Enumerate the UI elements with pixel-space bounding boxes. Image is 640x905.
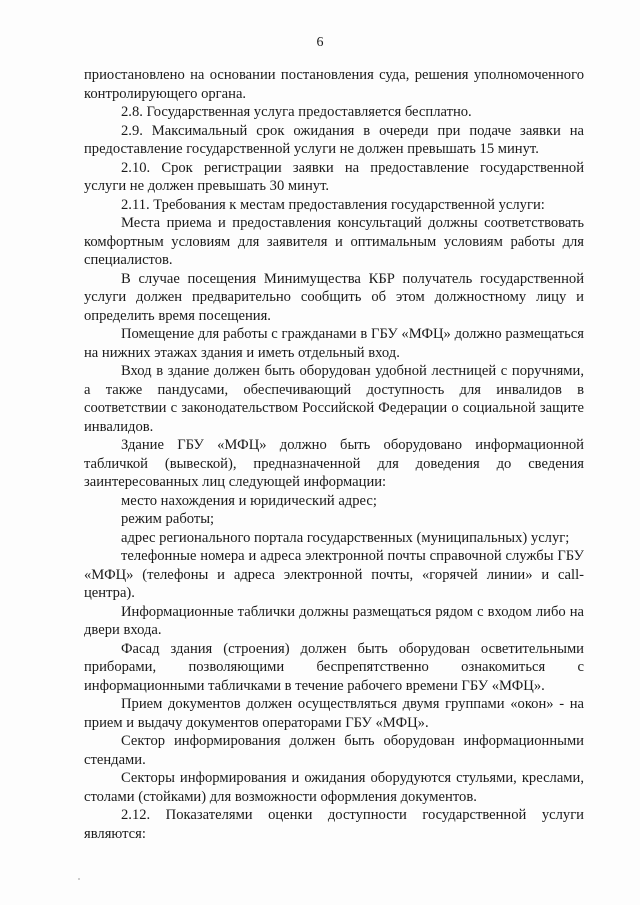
- list-item: телефонные номера и адреса электронной почты справочной службы ГБУ «МФЦ» (телефоны и адреса электронной почты, «горячей линии» и call-центра).: [84, 548, 584, 601]
- paragraph-2-10: 2.10. Срок регистрации заявки на предоставление государственной услуги не должен превышать 30 минут.: [84, 159, 584, 194]
- paragraph-2-8: 2.8. Государственная услуга предоставляется бесплатно.: [121, 104, 472, 120]
- paragraph-2-12: 2.12. Показателями оценки доступности государственной услуги являются:: [84, 807, 584, 842]
- paragraph-signs-placement: Информационные таблички должны размещаться рядом с входом либо на двери входа.: [84, 603, 584, 638]
- paragraph-info-sector: Сектор информирования должен быть оборудован информационными стендами.: [84, 733, 584, 768]
- paragraph-waiting-sector: Секторы информирования и ожидания оборудуются стульями, креслами, столами (стойками) для возможности оформления документов.: [84, 770, 584, 805]
- paragraph-visit-notice: В случае посещения Минимущества КБР получатель государственной услуги должен предварительно сообщить об этом должностному лицу и определить время посещения.: [84, 270, 584, 324]
- page-number: 6: [316, 35, 324, 50]
- paragraph-continuation: приостановлено на основании постановления суда, решения уполномоченного контролирующего органа.: [84, 67, 584, 102]
- document-body: [84, 66, 584, 843]
- paragraph-premises: Помещение для работы с гражданами в ГБУ «МФЦ» должно размещаться на нижних этажах здания и иметь отдельный вход.: [84, 326, 584, 361]
- list-item: адрес регионального портала государственных (муниципальных) услуг;: [121, 529, 570, 546]
- paragraph-signboard: Здание ГБУ «МФЦ» должно быть оборудовано информационной табличкой (вывеской), предназначенной для доведения до сведения заинтересованных лиц следующей информации:: [84, 437, 584, 490]
- list-item: режим работы;: [121, 511, 215, 527]
- scan-speck: [78, 878, 80, 880]
- paragraph-2-11: 2.11. Требования к местам предоставления государственной услуги:: [121, 196, 545, 213]
- paragraph-windows: Прием документов должен осуществляться двумя группами «окон» - на прием и выдачу документов операторами ГБУ «МФЦ».: [84, 696, 584, 731]
- paragraph-reception-places: Места приема и предоставления консультаций должны соответствовать комфортным условиям для заявителя и оптимальным условиям работы для специалистов.: [84, 215, 584, 268]
- paragraph-facade: Фасад здания (строения) должен быть оборудован осветительными приборами, позволяющими беспрепятственно ознакомиться с информационными табличками в течение рабочего времени ГБУ «МФЦ».: [84, 640, 584, 694]
- list-item: место нахождения и юридический адрес;: [121, 492, 377, 509]
- paragraph-entrance: Вход в здание должен быть оборудован удобной лестницей с поручнями, а также пандусами, обеспечивающий доступность для инвалидов в соответствии с законодательством Российской Федерации о социальной защите инвалидов.: [84, 363, 584, 435]
- paragraph-2-9: 2.9. Максимальный срок ожидания в очереди при подаче заявки на предоставление государственной услуги не должен превышать 15 минут.: [84, 122, 584, 157]
